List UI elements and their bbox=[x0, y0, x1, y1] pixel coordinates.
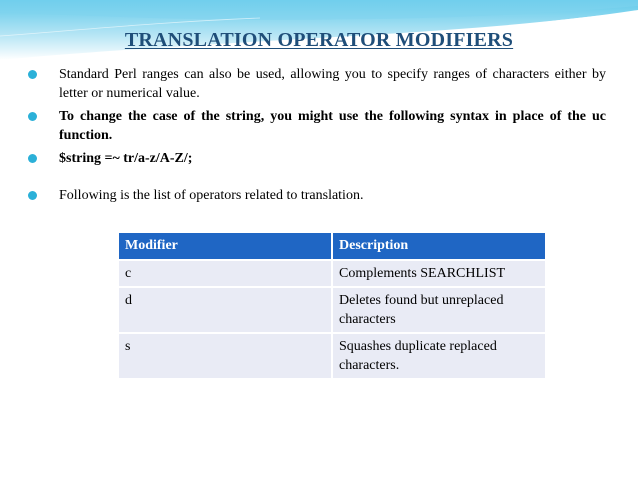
table-row bbox=[119, 287, 545, 333]
header-description: Description bbox=[332, 233, 545, 260]
modifier-table bbox=[119, 233, 545, 378]
modifier-cell: s bbox=[119, 333, 332, 378]
bullet-dot-icon bbox=[28, 154, 37, 163]
bullet-item bbox=[26, 65, 606, 103]
description-cell: Squashes duplicate replaced characters. bbox=[332, 333, 545, 378]
table-header-row bbox=[119, 233, 545, 260]
bullet-item bbox=[26, 107, 606, 145]
table-row bbox=[119, 260, 545, 287]
modifier-cell: c bbox=[119, 260, 332, 287]
table-row bbox=[119, 333, 545, 378]
bullet-text: To change the case of the string, you might use the following syntax in place of the uc function. bbox=[59, 109, 606, 143]
header-modifier: Modifier bbox=[119, 233, 332, 260]
bullet-dot-icon bbox=[28, 112, 37, 121]
bullet-dot-icon bbox=[28, 70, 37, 79]
slide-title: TRANSLATION OPERATOR MODIFIERS bbox=[124, 29, 514, 51]
modifier-cell: d bbox=[119, 287, 332, 333]
bullet-code: $string =~ tr/a-z/A-Z/; bbox=[59, 151, 193, 166]
bullet-item bbox=[26, 186, 606, 205]
bullet-text: Standard Perl ranges can also be used, allowing you to specify ranges of characters either by letter or numerical value. bbox=[59, 67, 606, 101]
bullet-list bbox=[26, 65, 606, 205]
description-cell: Deletes found but unreplaced characters bbox=[332, 287, 545, 333]
description-cell: Complements SEARCHLIST bbox=[332, 260, 545, 287]
bullet-text: Following is the list of operators related to translation. bbox=[59, 188, 364, 203]
bullet-item bbox=[26, 149, 606, 168]
bullet-dot-icon bbox=[28, 191, 37, 200]
